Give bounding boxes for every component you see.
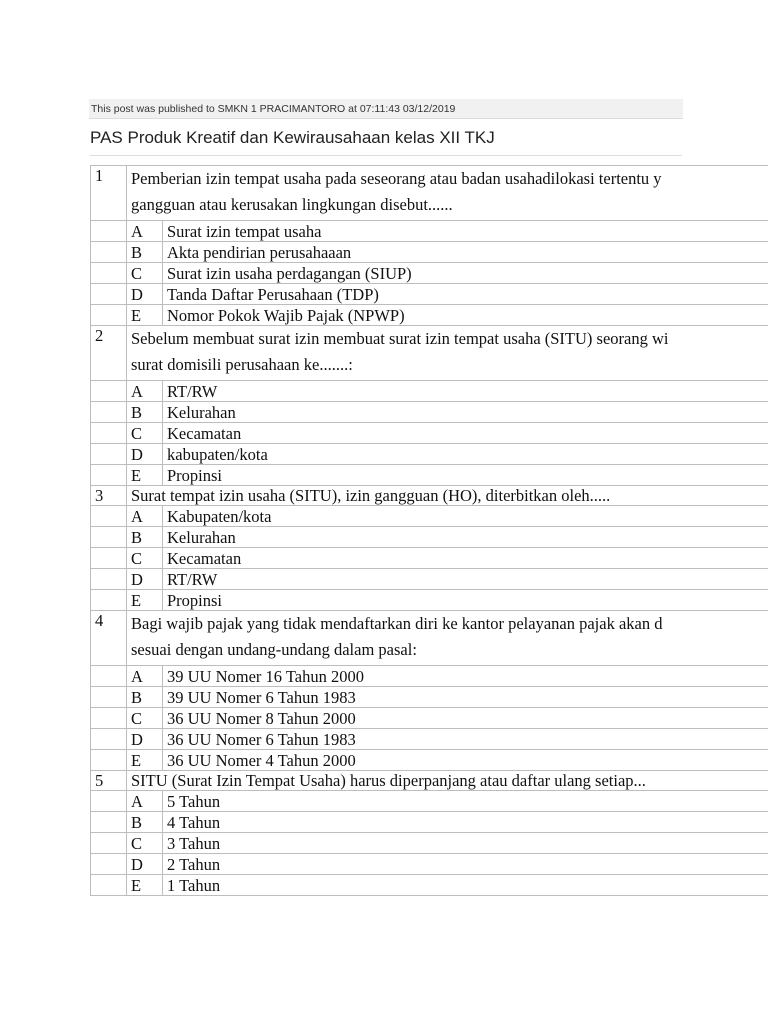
option-row bbox=[91, 791, 768, 812]
question-line: Surat tempat izin usaha (SITU), izin gangguan (HO), diterbitkan oleh..... bbox=[131, 486, 611, 505]
option-spacer-cell bbox=[91, 687, 127, 708]
option-row bbox=[91, 833, 768, 854]
option-row bbox=[91, 506, 768, 527]
option-letter: A bbox=[127, 791, 163, 812]
option-row bbox=[91, 263, 768, 284]
option-text: Kecamatan bbox=[163, 423, 768, 444]
publish-info-bar: This post was published to SMKN 1 PRACIMANTORO at 07:11:43 03/12/2019 bbox=[89, 99, 683, 119]
question-number: 4 bbox=[91, 611, 127, 666]
option-letter: A bbox=[127, 221, 163, 242]
option-text: 39 UU Nomer 6 Tahun 1983 bbox=[163, 687, 768, 708]
question-number: 3 bbox=[91, 486, 127, 506]
option-text: Akta pendirian perusahaaan bbox=[163, 242, 768, 263]
option-spacer-cell bbox=[91, 242, 127, 263]
question-line: Bagi wajib pajak yang tidak mendaftarkan diri ke kantor pelayanan pajak akan d bbox=[131, 614, 663, 633]
option-spacer-cell bbox=[91, 875, 127, 896]
option-text: Surat izin usaha perdagangan (SIUP) bbox=[163, 263, 768, 284]
option-letter: E bbox=[127, 750, 163, 771]
page-title: PAS Produk Kreatif dan Kewirausahaan kelas XII TKJ bbox=[90, 128, 682, 156]
option-row bbox=[91, 242, 768, 263]
option-text: RT/RW bbox=[163, 569, 768, 590]
option-letter: B bbox=[127, 527, 163, 548]
option-text: 39 UU Nomer 16 Tahun 2000 bbox=[163, 666, 768, 687]
option-letter: C bbox=[127, 548, 163, 569]
option-letter: E bbox=[127, 590, 163, 611]
option-row bbox=[91, 750, 768, 771]
option-spacer-cell bbox=[91, 812, 127, 833]
option-letter: A bbox=[127, 506, 163, 527]
question-line: Sebelum membuat surat izin membuat surat izin tempat usaha (SITU) seorang wi bbox=[131, 329, 669, 348]
option-text: Kelurahan bbox=[163, 402, 768, 423]
option-spacer-cell bbox=[91, 750, 127, 771]
option-letter: D bbox=[127, 729, 163, 750]
option-letter: E bbox=[127, 875, 163, 896]
option-row bbox=[91, 402, 768, 423]
option-text: RT/RW bbox=[163, 381, 768, 402]
option-row bbox=[91, 527, 768, 548]
option-spacer-cell bbox=[91, 548, 127, 569]
option-row bbox=[91, 729, 768, 750]
question-line: sesuai dengan undang-undang dalam pasal: bbox=[131, 640, 417, 659]
option-row bbox=[91, 569, 768, 590]
option-row bbox=[91, 221, 768, 242]
option-letter: C bbox=[127, 423, 163, 444]
question-row bbox=[91, 166, 768, 221]
option-letter: A bbox=[127, 666, 163, 687]
option-letter: D bbox=[127, 569, 163, 590]
option-row bbox=[91, 666, 768, 687]
option-spacer-cell bbox=[91, 402, 127, 423]
question-number: 5 bbox=[91, 771, 127, 791]
option-text: 5 Tahun bbox=[163, 791, 768, 812]
option-row bbox=[91, 284, 768, 305]
option-letter: B bbox=[127, 242, 163, 263]
option-letter: A bbox=[127, 381, 163, 402]
option-row bbox=[91, 444, 768, 465]
question-line: SITU (Surat Izin Tempat Usaha) harus diperpanjang atau daftar ulang setiap... bbox=[131, 771, 646, 790]
option-spacer-cell bbox=[91, 708, 127, 729]
option-letter: B bbox=[127, 687, 163, 708]
question-text bbox=[127, 326, 768, 381]
option-letter: E bbox=[127, 465, 163, 486]
option-spacer-cell bbox=[91, 833, 127, 854]
question-text bbox=[127, 166, 768, 221]
option-spacer-cell bbox=[91, 444, 127, 465]
question-text bbox=[127, 611, 768, 666]
question-row bbox=[91, 486, 768, 506]
option-row bbox=[91, 590, 768, 611]
option-spacer-cell bbox=[91, 506, 127, 527]
question-line: Pemberian izin tempat usaha pada seseorang atau badan usahadilokasi tertentu y bbox=[131, 169, 662, 188]
option-letter: D bbox=[127, 284, 163, 305]
option-row bbox=[91, 423, 768, 444]
question-row bbox=[91, 611, 768, 666]
option-text: 36 UU Nomer 8 Tahun 2000 bbox=[163, 708, 768, 729]
option-spacer-cell bbox=[91, 305, 127, 326]
option-text: kabupaten/kota bbox=[163, 444, 768, 465]
option-text: Tanda Daftar Perusahaan (TDP) bbox=[163, 284, 768, 305]
question-line: gangguan atau kerusakan lingkungan disebut...... bbox=[131, 195, 453, 214]
option-spacer-cell bbox=[91, 791, 127, 812]
option-letter: B bbox=[127, 812, 163, 833]
option-letter: C bbox=[127, 833, 163, 854]
option-spacer-cell bbox=[91, 423, 127, 444]
option-row bbox=[91, 687, 768, 708]
option-letter: B bbox=[127, 402, 163, 423]
option-text: Propinsi bbox=[163, 465, 768, 486]
option-letter: C bbox=[127, 708, 163, 729]
option-text: 1 Tahun bbox=[163, 875, 768, 896]
option-text: 36 UU Nomer 4 Tahun 2000 bbox=[163, 750, 768, 771]
question-number: 2 bbox=[91, 326, 127, 381]
option-text: Kelurahan bbox=[163, 527, 768, 548]
question-row bbox=[91, 326, 768, 381]
question-line: surat domisili perusahaan ke.......: bbox=[131, 355, 353, 374]
option-spacer-cell bbox=[91, 729, 127, 750]
option-spacer-cell bbox=[91, 284, 127, 305]
option-spacer-cell bbox=[91, 527, 127, 548]
option-spacer-cell bbox=[91, 221, 127, 242]
option-row bbox=[91, 708, 768, 729]
option-row bbox=[91, 465, 768, 486]
option-row bbox=[91, 305, 768, 326]
option-spacer-cell bbox=[91, 666, 127, 687]
option-letter: D bbox=[127, 854, 163, 875]
question-number: 1 bbox=[91, 166, 127, 221]
option-spacer-cell bbox=[91, 465, 127, 486]
option-text: Kabupaten/kota bbox=[163, 506, 768, 527]
option-text: Propinsi bbox=[163, 590, 768, 611]
option-spacer-cell bbox=[91, 854, 127, 875]
option-spacer-cell bbox=[91, 590, 127, 611]
option-text: Nomor Pokok Wajib Pajak (NPWP) bbox=[163, 305, 768, 326]
option-row bbox=[91, 548, 768, 569]
option-row bbox=[91, 854, 768, 875]
question-text bbox=[127, 486, 768, 506]
option-text: 2 Tahun bbox=[163, 854, 768, 875]
option-row bbox=[91, 812, 768, 833]
option-text: 36 UU Nomer 6 Tahun 1983 bbox=[163, 729, 768, 750]
question-row bbox=[91, 771, 768, 791]
option-row bbox=[91, 875, 768, 896]
option-text: 3 Tahun bbox=[163, 833, 768, 854]
option-letter: D bbox=[127, 444, 163, 465]
option-text: Kecamatan bbox=[163, 548, 768, 569]
option-row bbox=[91, 381, 768, 402]
option-spacer-cell bbox=[91, 381, 127, 402]
option-letter: C bbox=[127, 263, 163, 284]
option-text: 4 Tahun bbox=[163, 812, 768, 833]
option-text: Surat izin tempat usaha bbox=[163, 221, 768, 242]
option-letter: E bbox=[127, 305, 163, 326]
question-text bbox=[127, 771, 768, 791]
quiz-table bbox=[90, 165, 768, 896]
option-spacer-cell bbox=[91, 263, 127, 284]
option-spacer-cell bbox=[91, 569, 127, 590]
